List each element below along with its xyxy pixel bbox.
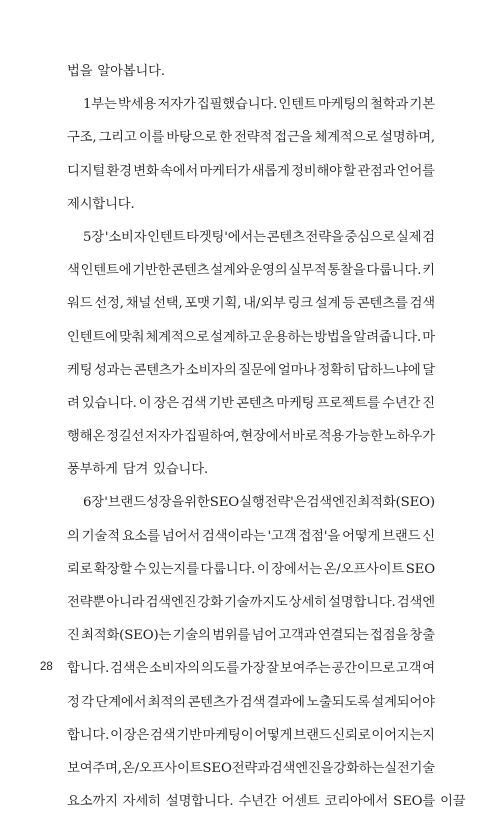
page-body (67, 55, 466, 818)
text-line: 보여주며, 온/오프사이트 SEO 전략과 검색엔진을 강화하는 실전 기술 (67, 760, 435, 776)
text-line: 색 인텐트에 기반한 콘텐츠 설계와 운영의 실무적 통찰을 다룹니다. 키 (67, 263, 435, 279)
text-line: 뢰로 확장할 수 있는지를 다룹니다. 이 장에서는 온/오프사이트 SEO (67, 561, 435, 577)
text-line: 6장 '브랜드 성장을 위한 SEO 실행 전략'은 검색엔진 최적화(SEO) (83, 495, 435, 511)
paragraph (67, 486, 466, 818)
text-line: 풍부하게 담겨 있습니다. (67, 462, 209, 478)
text-line: 합니다. 검색은 소비자의 의도를 가장 잘 보여주는 공간이므로 고객 여 (67, 661, 435, 677)
text-line: 구조, 그리고 이를 바탕으로 한 전략적 접근을 체계적으로 설명하며, (67, 130, 435, 146)
text-line: 워드 선정, 채널 선택, 포맷 기획, 내/외부 링크 설계 등 콘텐츠를 검색 (67, 296, 435, 312)
paragraph (67, 55, 435, 88)
text-line: 전략뿐 아니라 검색엔진 강화 기술까지도 상세히 설명합니다. 검색엔 (67, 595, 435, 610)
text-line: 의 기술적 요소를 넘어서 검색이라는 '고객 접점'을 어떻게 브랜드 신 (67, 528, 435, 544)
text-line: 디지털 환경 변화 속에서 마케터가 새롭게 정비해야 할 관점과 언어를 (67, 163, 435, 179)
text-line: 인텐트에 맞춰 체계적으로 설계하고 운용하는 방법을 알려줍니다. 마 (67, 329, 435, 345)
text-line: 진 최적화(SEO)는 기술의 범위를 넘어 고객과 연결되는 접점을 창출 (67, 628, 435, 644)
text-line: 1부는 박세용 저자가 집필했습니다. 인텐트 마케팅의 철학과 기본 (83, 97, 435, 113)
text-line: 려 있습니다. 이 장은 검색 기반 콘텐츠 마케팅 프로젝트를 수년간 진 (67, 395, 435, 411)
text-line: 케팅 성과는 콘텐츠가 소비자의 질문에 얼마나 정확히 답하느냐에 달 (67, 362, 435, 378)
text-line: 요소까지 자세히 설명합니다. 수년간 어센트 코리아에서 SEO를 이끌 (67, 794, 466, 810)
text-line: 행해온 정길선 저자가 집필하여, 현장에서 바로 적용 가능한 노하우가 (67, 429, 435, 445)
text-line: 5장 '소비자 인텐트 타겟팅'에서는 콘텐츠 전략을 중심으로 실제 검 (83, 229, 435, 245)
text-line: 합니다. 이 장은 검색 기반 마케팅이 어떻게 브랜드 신뢰로 이어지는지 (67, 727, 435, 743)
paragraph (67, 221, 435, 487)
text-line: 정 각 단계에서 최적의 콘텐츠가 검색 결과에 노출되도록 설계되어야 (67, 694, 435, 710)
text-line: 제시합니다. (67, 196, 135, 212)
paragraph (67, 88, 435, 221)
text-line: 법을 알아봅니다. (67, 64, 165, 79)
page-number: 28 (40, 661, 53, 673)
